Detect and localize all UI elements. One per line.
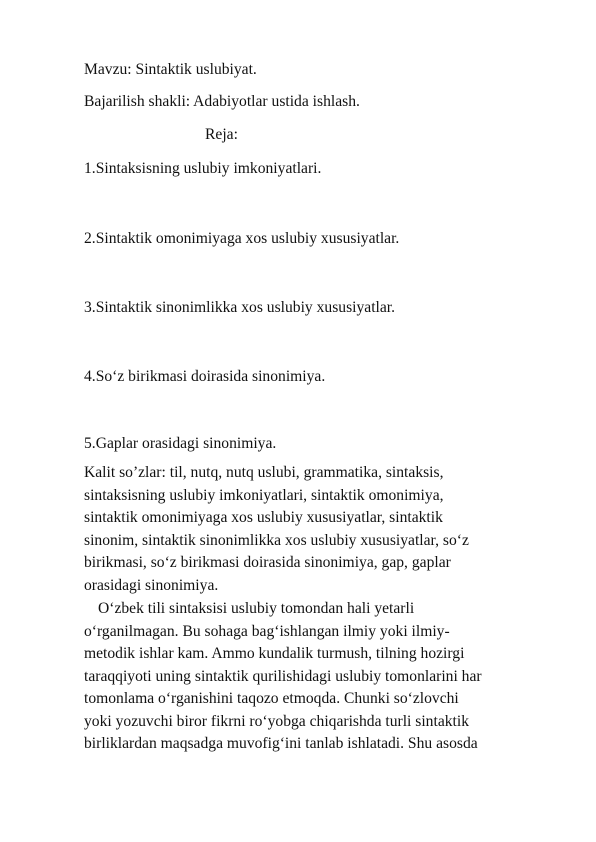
plan-item-2: 2.Sintaktik omonimiyaga xos uslubiy xususiyatlar. [84, 230, 400, 247]
keywords-line: sintaksisning uslubiy imkoniyatlari, sintaktik omonimiya, [84, 486, 444, 504]
body-line: birliklardan maqsadga muvofig‘ini tanlab ishlatadi. Shu asosda [84, 735, 478, 752]
body-line: o‘rganilmagan. Bu sohaga bag‘ishlangan ilmiy yoki ilmiy- [84, 622, 450, 640]
keywords-line: orasidagi sinonimiya. [84, 576, 219, 594]
keywords-line: sintaktik omonimiyaga xos uslubiy xususiyatlar, sintaktik [84, 509, 443, 526]
plan-item-5: 5.Gaplar orasidagi sinonimiya. [84, 435, 277, 452]
body-line: tomonlama o‘rganishini taqozo etmoqda. Chunki so‘zlovchi [84, 690, 459, 707]
keywords-line: sinonim, sintaktik sinonimlikka xos uslubiy xususiyatlar, so‘z [84, 531, 469, 549]
keywords-line: Kalit so’zlar: til, nutq, nutq uslubi, grammatika, sintaksis, [84, 464, 444, 481]
plan-item-3: 3.Sintaktik sinonimlikka xos uslubiy xususiyatlar. [84, 299, 396, 316]
keywords-paragraph [84, 462, 534, 597]
body-line: metodik ishlar kam. Ammo kundalik turmush, tilning hozirgi [84, 645, 465, 662]
body-line: yoki yozuvchi biror fikrni ro‘yobga chiqarishda turli sintaktik [84, 712, 469, 730]
format-line: Bajarilish shakli: Adabiyotlar ustida ishlash. [84, 93, 360, 110]
keywords-line: birikmasi, so‘z birikmasi doirasida sinonimiya, gap, gaplar [84, 554, 451, 571]
plan-item-4: 4.So‘z birikmasi doirasida sinonimiya. [84, 368, 326, 385]
topic-line: Mavzu: Sintaktik uslubiyat. [84, 61, 257, 78]
body-line: O‘zbek tili sintaksisi uslubiy tomondan hali yetarli [98, 600, 415, 617]
body-paragraph [84, 598, 534, 756]
plan-item-1: 1.Sintaksisning uslubiy imkoniyatlari. [84, 160, 322, 177]
plan-heading: Reja: [205, 126, 238, 143]
body-line: taraqqiyoti uning sintaktik qurilishidagi uslubiy tomonlarini har [84, 667, 482, 685]
